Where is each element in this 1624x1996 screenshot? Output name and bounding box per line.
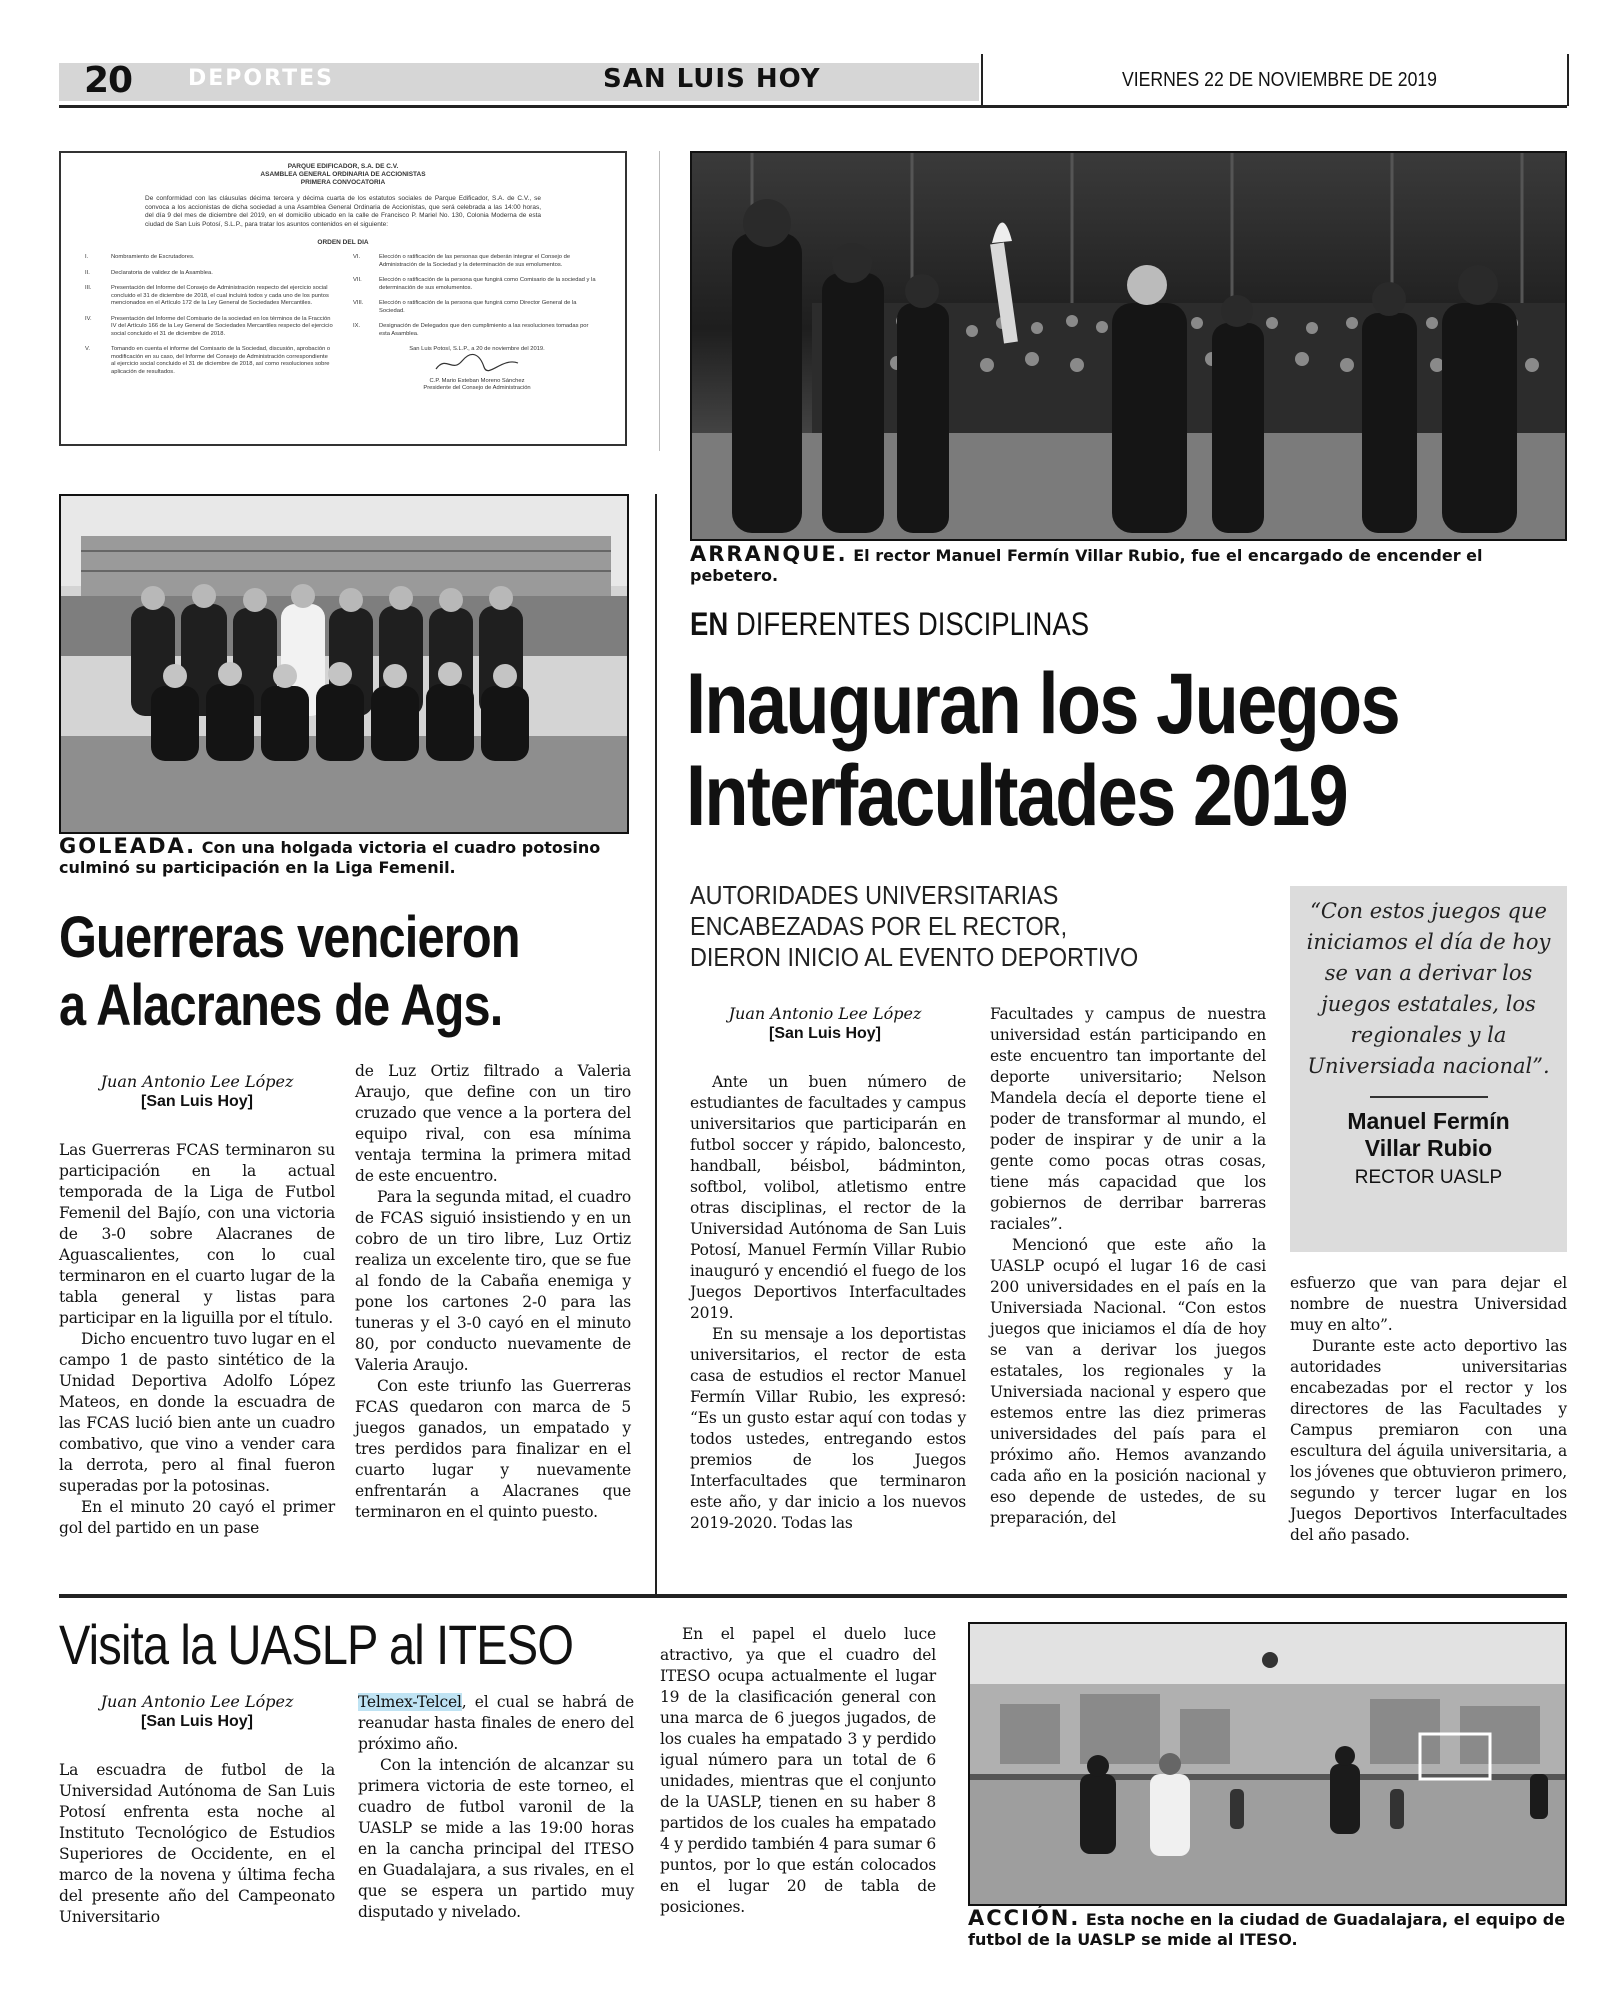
byline-guerreras: Juan Antonio Lee López [San Luis Hoy] <box>100 1072 294 1110</box>
team-photo-image <box>61 496 629 834</box>
agenda-item: V. Tomando en cuenta el informe del Comisario de la Sociedad, discusión, aprobación o modificación en su caso, del Informe del Consejo de Administración correspondiente al ejercicio social concluido el 31 de diciembre de 2018, así como resoluciones sobre aplicación de resultados. <box>85 346 331 375</box>
photo-women-team <box>59 494 629 834</box>
notice-title: PARQUE EDIFICADOR, S.A. DE C.V. ASAMBLEA GENERAL ORDINARIA DE ACCIONISTAS PRIMERA CONVOCATORIA <box>260 163 426 186</box>
article-juegos-column-3: esfuerzo que van para dejar el nombre de nuestra Universidad muy en alto”. Durante este acto deportivo las autoridades universitarias encabezadas por el rector y los directores de las Facultades y Campus premiaron con una escultura del águila universitaria, a los jóvenes que obtuvieron primero, segundo y tercer lugar en los Juegos Deportivos Interfacultades del año pasado. <box>1290 1274 1567 1544</box>
quote-author-role: RECTOR UASLP <box>1354 1167 1503 1188</box>
article-iteso-column-3: En el papel el duelo luce atractivo, ya que el cuadro del ITESO ocupa actualmente el lugar 19 de la clasificación general con una marca de 6 juegos jugados, de los cuales ha empatado 3 y perdido igual número para un total de 6 unidades, mientras que el conjunto de la UASLP, tienen en su haber 8 partidos de los cuales ha empatado 4 y perdido también 4 para sumar 6 puntos, por lo que están colocados en el lugar 20 de tabla de posiciones. <box>660 1625 936 1916</box>
highlighted-text: Telmex-Telcel <box>358 1693 462 1711</box>
page-number: 20 <box>84 60 133 101</box>
agenda-item: VIII. Elección o ratificación de la persona que fungirá como Director General de la Sociedad. <box>353 300 577 314</box>
article-deck: AUTORIDADES UNIVERSITARIAS ENCABEZADAS POR EL RECTOR, DIERON INICIO AL EVENTO DEPORTIVO <box>690 880 1139 972</box>
section-rule <box>59 1594 1567 1598</box>
notice-intro: De conformidad con las cláusulas décima tercera y décima cuarta de los estatutos sociales de Parque Edificador, S.A. de C.V., se convoca a los accionistas de dicha sociedad a una Asamblea General Ordinaria de Accionistas, que será celebrada a las 14:00 horas, del día 9 del mes de diciembre del 2019, en el domicilio ubicado en la calle de Francisco P. Mariel No. 130, Colonia Moderna de esta ciudad de San Luis Potosí, S.L.P., para tratar los asuntos contenidos en el siguiente: <box>145 195 541 228</box>
article-juegos-column-1: Ante un buen número de estudiantes de facultades y campus universitarios que participarán en futbol soccer y rápido, baloncesto, handball, béisbol, bádminton, softbol, volibol, atletismo entre otras disciplinas, el rector de la Universidad Autónoma de San Luis Potosí, Manuel Fermín Villar Rubio inauguró y encendió el fuego de los Juegos Deportivos Interfacultades 2019. En su mensaje a los deportistas universitarios, el rector de esta casa de estudios el rector Manuel Fermín Villar Rubio, les expresó: “Es un gusto estar aquí con todas y todos ustedes, entregando estos premios de los Juegos Interfacultades que terminaron este año, y dar inicio a los nuevos 2019-2020. Todas las <box>690 1073 966 1532</box>
torch-ceremony-image <box>692 153 1567 541</box>
article-kicker: EN DIFERENTES DISCIPLINAS <box>690 606 1090 642</box>
quote-author: Manuel Fermín Villar Rubio <box>1347 1108 1510 1161</box>
quote-rule <box>1370 1096 1488 1098</box>
photo-torch-lighting <box>690 151 1567 541</box>
agenda-column-right <box>353 254 601 392</box>
column-divider <box>655 494 657 1594</box>
legal-notice <box>59 151 627 446</box>
article-guerreras-column-1: Las Guerreras FCAS terminaron su participación en la actual temporada de la Liga de Futbol Femenil del Bajío, con una victoria de 3-0 sobre Alacranes de Aguascalientes, con lo cual terminaron en el cuarto lugar de la tabla general y listas para participar en la liguilla por el título. Dicho encuentro tuvo lugar en el campo 1 de pasto sintético de la Unidad Deportiva Adolfo López Mateos, en donde la escuadra de las FCAS lució bien ante un cuadro combativo, que vino a vender cara la derrota, pero al final fueron superadas por la potosinas. En el minuto 20 cayó el primer gol del partido en un pase <box>59 1141 335 1537</box>
notice-agenda <box>85 254 601 392</box>
header-divider <box>1567 54 1569 106</box>
agenda-item: VII. Elección o ratificación de la persona que fungirá como Comisario de la sociedad y la determinación de sus emolumentos. <box>353 277 596 291</box>
agenda-item: III. Presentación del Informe del Consejo de Administración respecto del ejercicio social concluido el 31 de diciembre de 2018, el cual incluirá todos y cada uno de los puntos mencionados en el Artículo 172 de la Ley General de Sociedades Mercantiles. <box>85 285 329 306</box>
agenda-item: I. Nombramiento de Escrutadores. <box>85 254 195 260</box>
article-juegos-column-2: Facultades y campus de nuestra universidad están participando en este encuentro tan importante del deporte universitario; Nelson Mandela decía el deporte tiene el poder de transformar al mundo, el poder de inspirar y de unir a la gente como pocas otras cosas, tiene más capacidad que los gobiernos de derribar barreras raciales”. Mencionó que este año la UASLP ocupó el lugar 16 de casi 200 universidades en el país en la Universiada Nacional. “Con estos juegos que iniciamos el día de hoy se van a derivar los juegos estatales, los regionales y la Universiada nacional y espero que estemos entre las diez primeras universidades del país para el próximo año. Hemos avanzando cada año en la posición nacional y eso depende de ustedes, de su preparación, del <box>990 1005 1266 1527</box>
football-match-image <box>970 1624 1567 1906</box>
signature-scribble-icon <box>432 353 522 375</box>
header-divider <box>981 54 983 106</box>
headline-guerreras: Guerreras vencieron a Alacranes de Ags. <box>59 905 520 1038</box>
caption-goleada: GOLEADA. Con una holgada victoria el cuadro potosino culminó su participación en la Liga Femenil. <box>59 834 601 877</box>
agenda-item: VI. Elección o ratificación de las personas que deberán integrar el Consejo de Administración de la Sociedad y la determinación de sus emolumentos. <box>353 254 571 268</box>
newspaper-name: SAN LUIS HOY <box>603 64 821 94</box>
notice-agenda-title: ORDEN DEL DIA <box>317 239 369 246</box>
byline-juegos: Juan Antonio Lee López [San Luis Hoy] <box>728 1004 922 1042</box>
article-guerreras-column-2: de Luz Ortiz filtrado a Valeria Araujo, que define con un tiro cruzado que vence a la portera del equipo rival, con esa mínima ventaja termina la primera mitad de este encuentro. Para la segunda mitad, el cuadro de FCAS siguió insistiendo y en un cobro de un tiro libre, Luz Ortiz realiza un excelente tiro, que se fue al fondo de la Cabaña enemiga y pone los cartones 2-0 para las tuneras y el 3-0 cayó en el minuto 80, por conducto nuevamente de Valeria Araujo. Con este triunfo las Guerreras FCAS quedaron con marca de 5 juegos ganados, un empatado y tres perdidos para finalizar en el cuarto lugar y nuevamente enfrentarán a Alacranes que terminaron en el quinto puesto. <box>355 1062 631 1521</box>
caption-accion: ACCIÓN. Esta noche en la ciudad de Guadalajara, el equipo de futbol de la UASLP se mide al ITESO. <box>968 1906 1566 1949</box>
agenda-column-left <box>85 254 333 392</box>
article-iteso-column-1: La escuadra de futbol de la Universidad Autónoma de San Luis Potosí enfrenta esta noche al Instituto Tecnológico de Estudios Superiores de Occidente, en el marco de la novena y última fecha del presente año del Campeonato Universitario <box>59 1761 335 1926</box>
notice-signature: San Luis Potosí, S.L.P., a 20 de noviembre del 2019. C.P. Mario Esteban Moreno Sánchez Presidente del Consejo de Administración <box>409 346 545 391</box>
column-divider <box>659 151 660 451</box>
issue-date: VIERNES 22 DE NOVIEMBRE DE 2019 <box>1122 69 1437 91</box>
agenda-item: IX. Designación de Delegados que den cumplimiento a las resoluciones tomadas por esta Asamblea. <box>353 323 589 337</box>
pull-quote: “Con estos juegos que iniciamos el día de hoy se van a derivar los juegos estatales, los regionales y la Universiada nacional”. Manuel Fermín Villar Rubio RECTOR UASLP <box>1290 886 1567 1252</box>
headline-juegos: Inauguran los Juegos Interfacultades 2019 <box>686 656 1400 844</box>
header-rule <box>59 105 1567 108</box>
section-label: DEPORTES <box>188 66 334 91</box>
article-iteso-column-2: Telmex-Telcel, el cual se habrá de reanudar hasta finales de enero del próximo año. Con la intención de alcanzar su primera victoria de este torneo, el cuadro de futbol varonil de la UASLP se mide a las 19:00 horas en la cancha principal del ITESO en Guadalajara, a sus rivales, en el que se espera un partido muy disputado y nivelado. <box>358 1693 634 1921</box>
byline-iteso: Juan Antonio Lee López [San Luis Hoy] <box>100 1692 294 1730</box>
agenda-item: II. Declaratoria de validez de la Asamblea. <box>85 269 213 276</box>
caption-torch: ARRANQUE. El rector Manuel Fermín Villar Rubio, fue el encargado de encender el pebetero. <box>690 542 1483 585</box>
photo-football-action <box>968 1622 1567 1906</box>
agenda-item: IV. Presentación del Informe del Comisario de la sociedad en los términos de la Fracción IV del Artículo 166 de la Ley General de Sociedades Mercantiles respecto del ejercicio social concluido el 31 de diciembre de 2018. <box>85 315 333 337</box>
headline-iteso: Visita la UASLP al ITESO <box>59 1613 574 1676</box>
